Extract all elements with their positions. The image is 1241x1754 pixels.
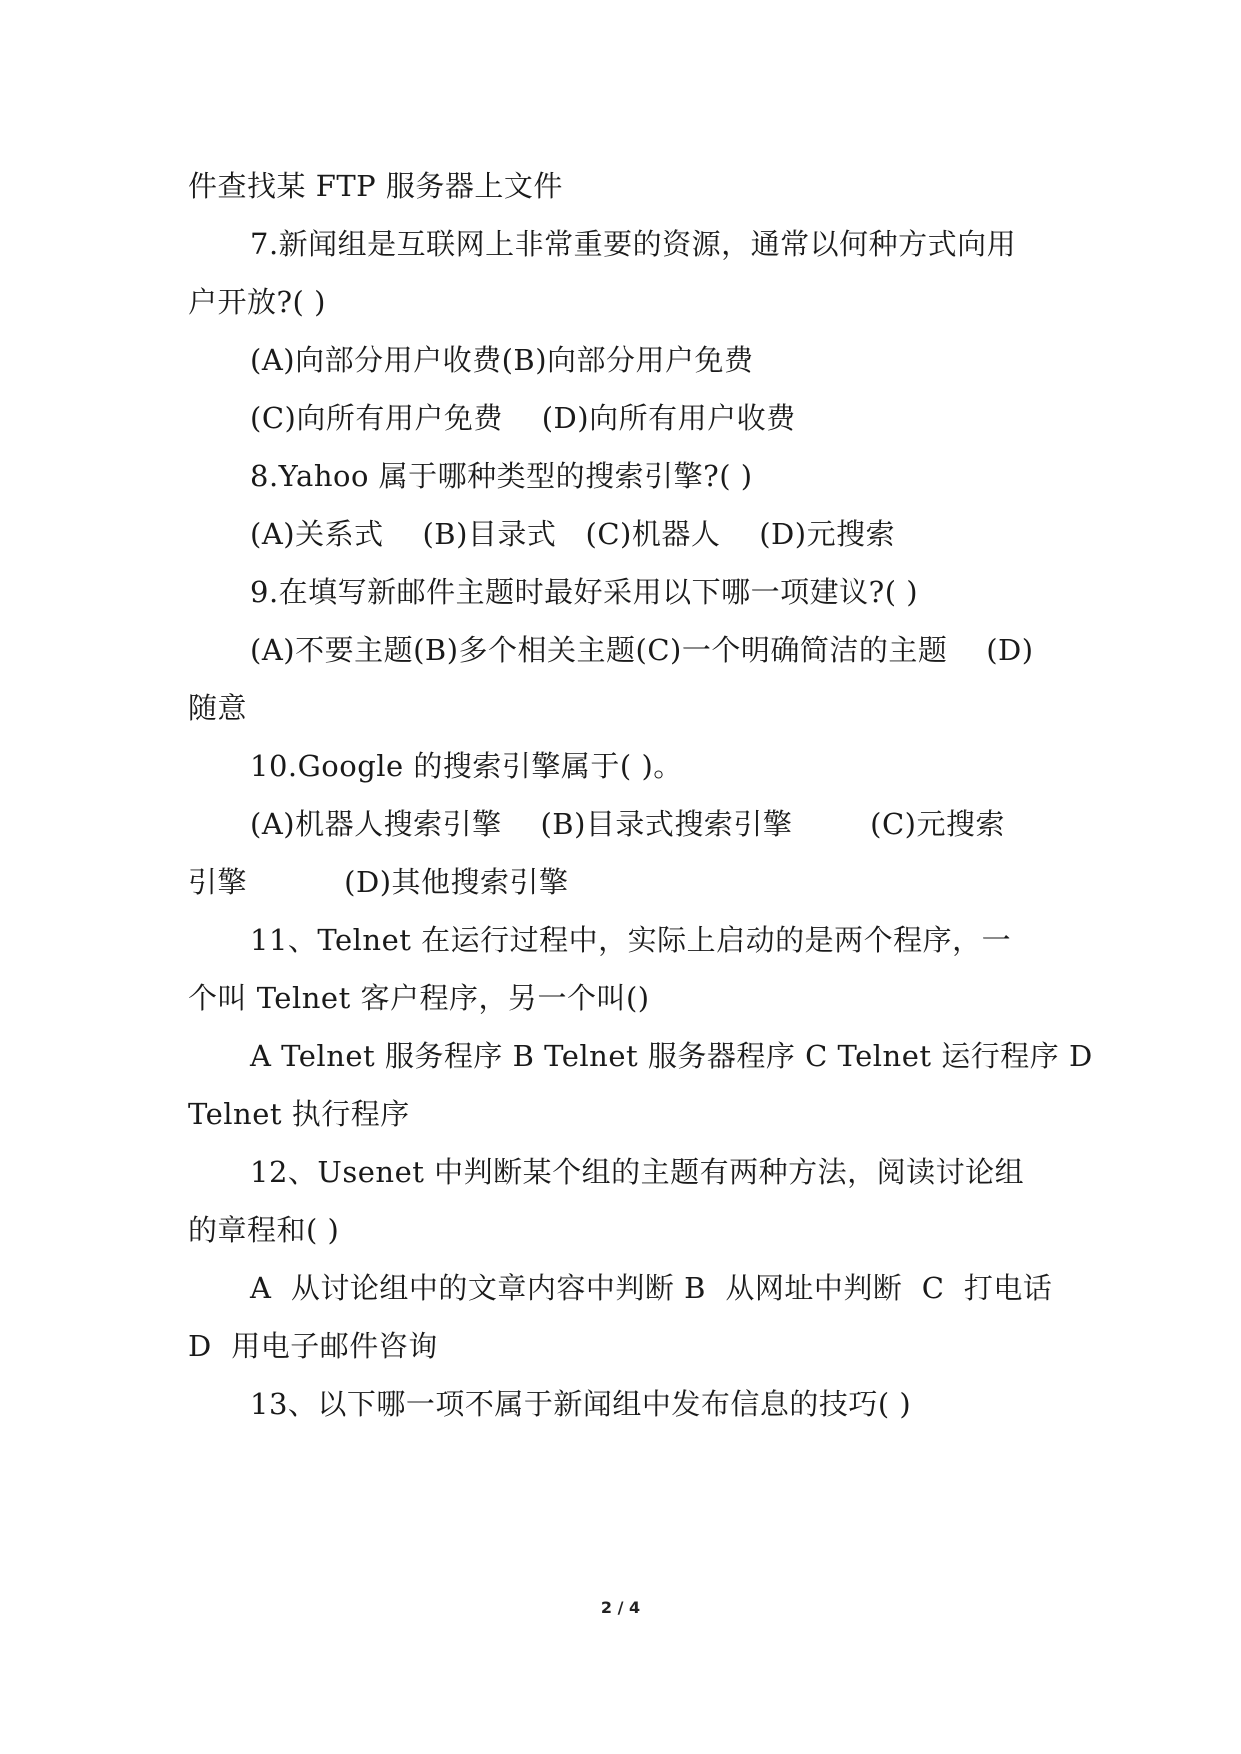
question-12: 12、Usenet 中判断某个组的主题有两种方法，阅读讨论组 xyxy=(250,1155,1025,1189)
page-number: 2 / 4 xyxy=(600,1598,641,1617)
text-line: D 用电子邮件咨询 xyxy=(188,1329,438,1363)
options-line: (A)不要主题(B)多个相关主题(C)一个明确简洁的主题 (D) xyxy=(250,633,1034,667)
question-10: 10.Google 的搜索引擎属于( )。 xyxy=(250,749,683,783)
options-line: A 从讨论组中的文章内容中判断 B 从网址中判断 C 打电话 xyxy=(250,1271,1053,1305)
question-8: 8.Yahoo 属于哪种类型的搜索引擎?( ) xyxy=(250,459,753,493)
options-line: (A)关系式 (B)目录式 (C)机器人 (D)元搜索 xyxy=(250,517,896,551)
options-line: (A)向部分用户收费(B)向部分用户免费 xyxy=(250,343,754,377)
options-line: (A)机器人搜索引擎 (B)目录式搜索引擎 (C)元搜索 xyxy=(250,807,1005,841)
question-9: 9.在填写新邮件主题时最好采用以下哪一项建议?( ) xyxy=(250,575,919,609)
text-line: 件查找某 FTP 服务器上文件 xyxy=(188,169,563,203)
text-line: 个叫 Telnet 客户程序，另一个叫() xyxy=(188,981,650,1015)
text-line: Telnet 执行程序 xyxy=(188,1097,410,1131)
options-line: (C)向所有用户免费 (D)向所有用户收费 xyxy=(250,401,796,435)
question-7: 7.新闻组是互联网上非常重要的资源，通常以何种方式向用 xyxy=(250,227,1017,261)
question-11: 11、Telnet 在运行过程中，实际上启动的是两个程序，一 xyxy=(250,923,1012,957)
text-line: 的章程和( ) xyxy=(188,1213,340,1247)
options-line: A Telnet 服务程序 B Telnet 服务器程序 C Telnet 运行程序 D xyxy=(250,1039,1093,1073)
text-line: 引擎 (D)其他搜索引擎 xyxy=(188,865,569,899)
text-line: 随意 xyxy=(188,691,248,725)
text-line: 户开放?( ) xyxy=(188,285,326,319)
question-13: 13、以下哪一项不属于新闻组中发布信息的技巧( ) xyxy=(250,1387,912,1421)
